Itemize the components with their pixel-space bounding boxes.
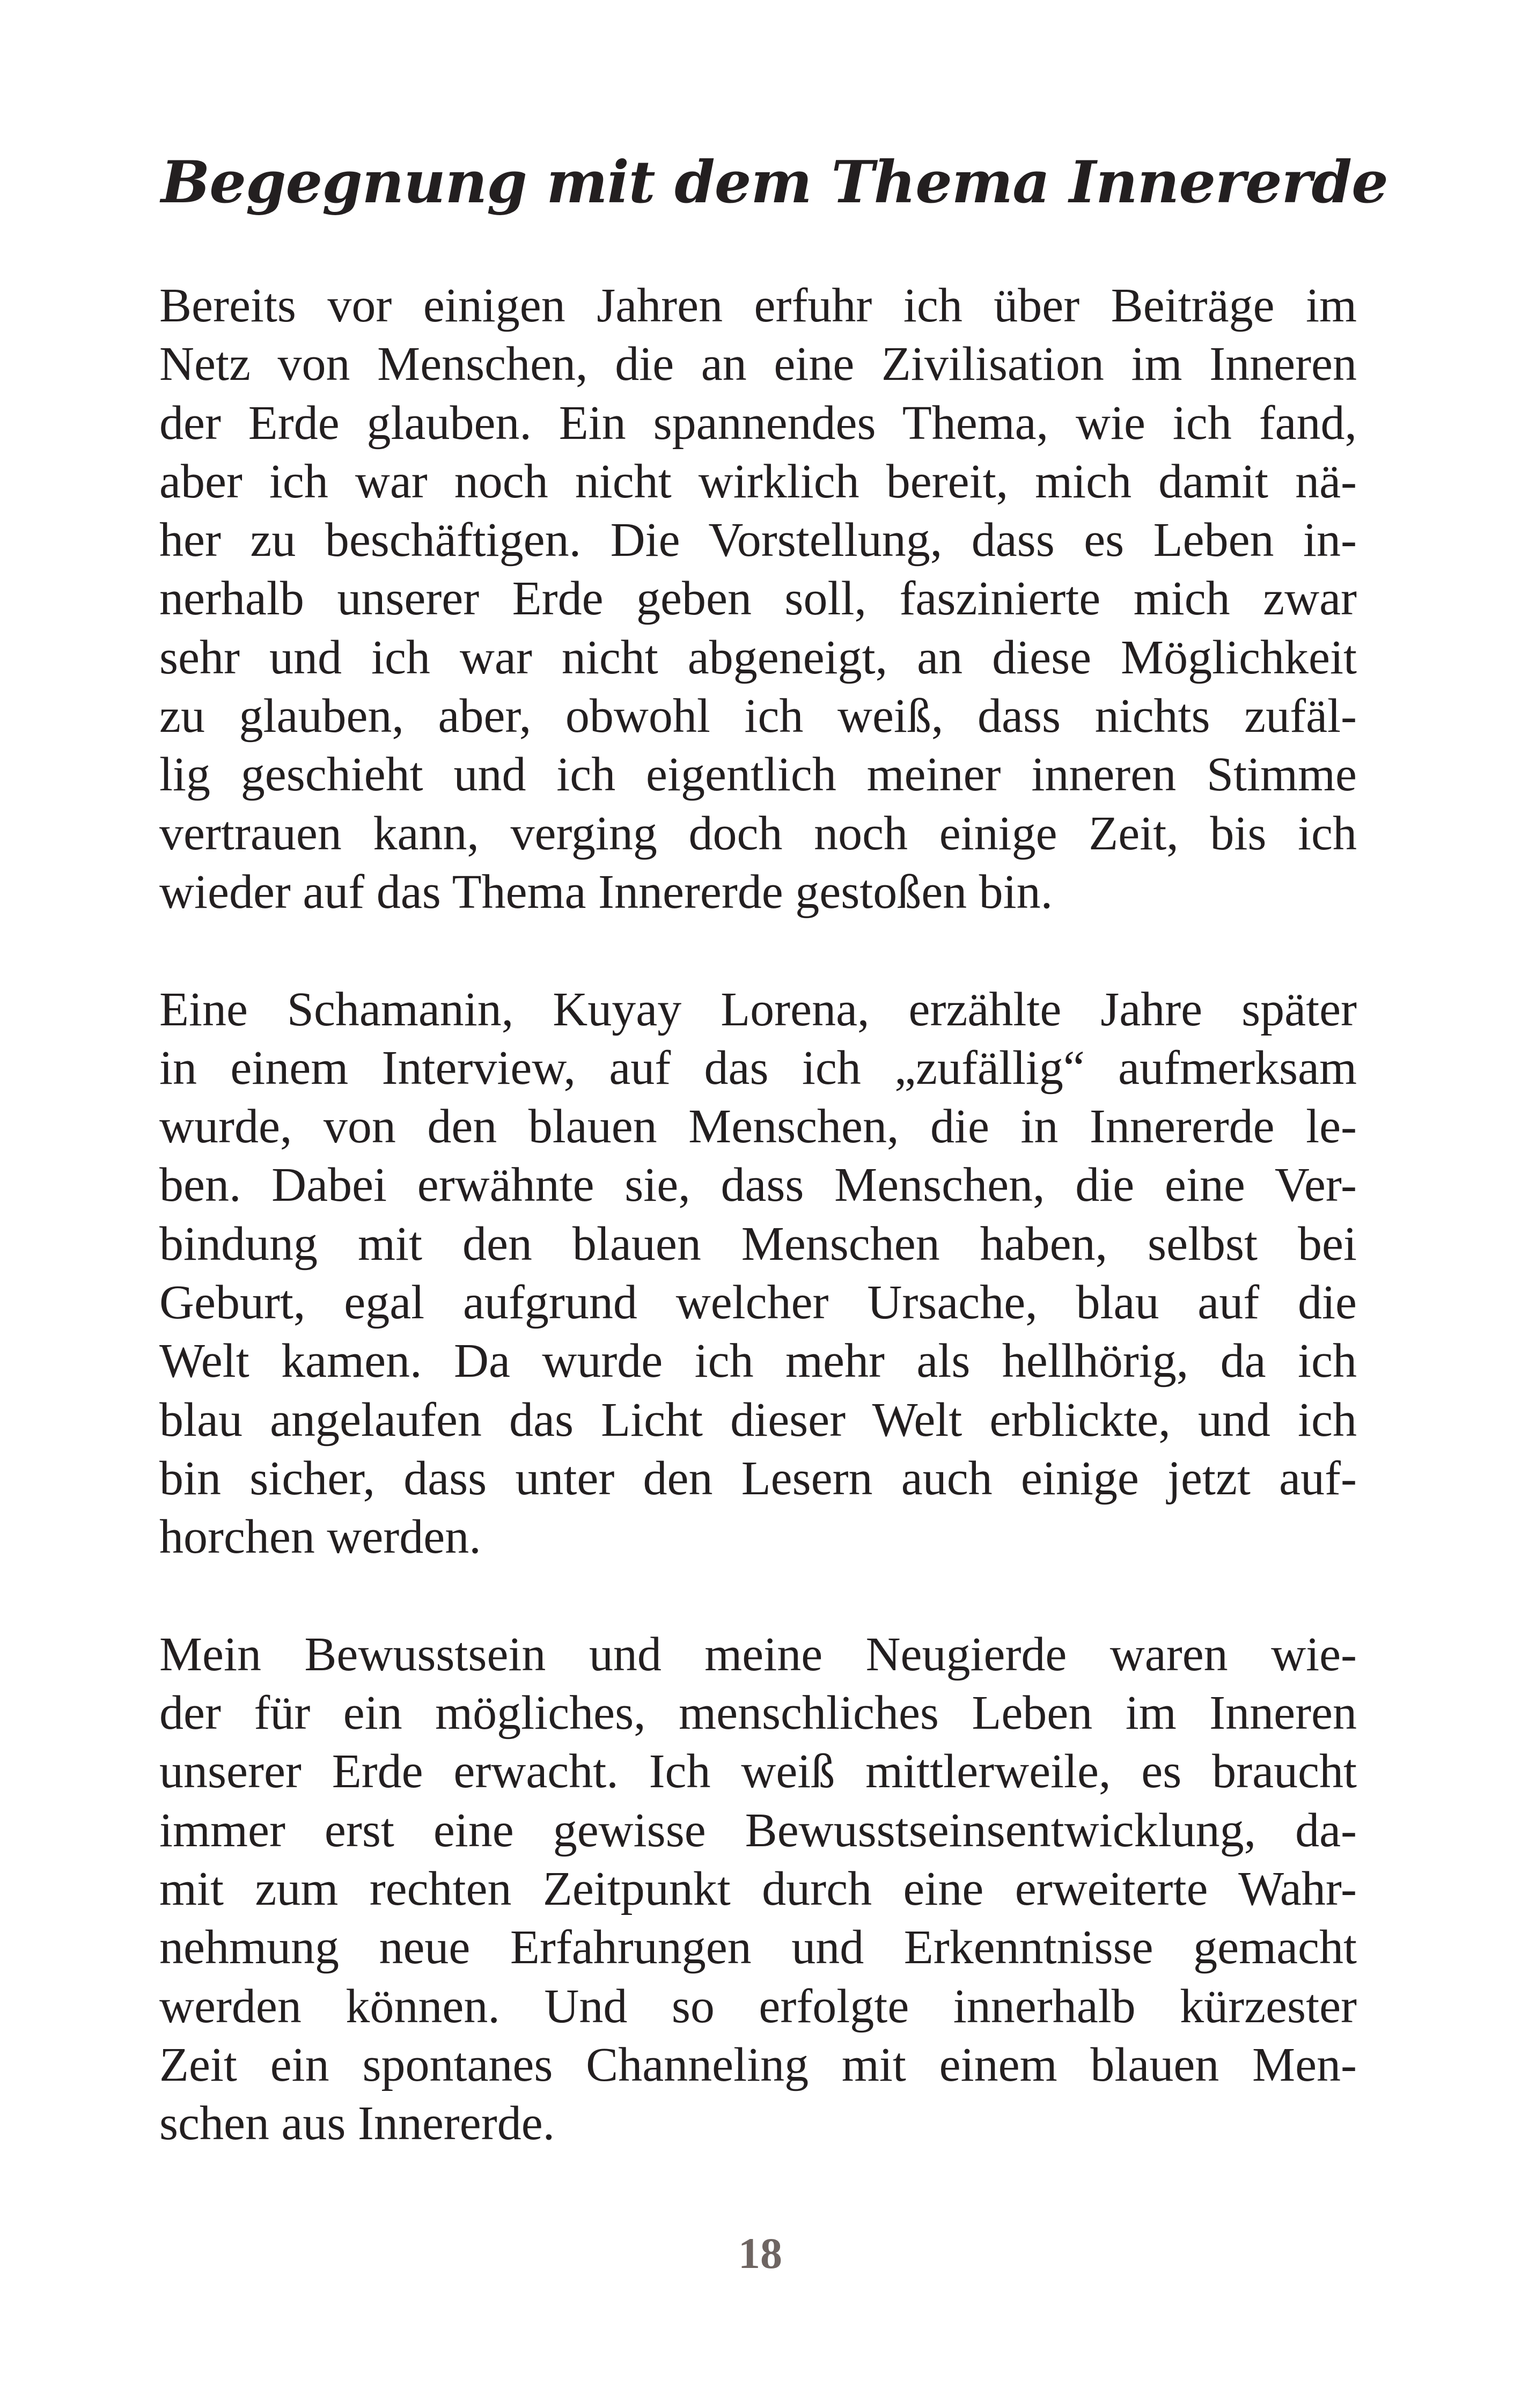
text-line: her zu beschäftigen. Die Vorstellung, dass es Leben in- — [159, 513, 1357, 567]
chapter-title: Begegnung mit dem Thema Innererde — [161, 149, 1388, 216]
text-line: wurde, von den blauen Menschen, die in Innererde le- — [159, 1100, 1357, 1154]
text-line: werden können. Und so erfolgte innerhalb kürzester — [159, 1979, 1357, 2033]
paragraph-spacer — [159, 921, 1357, 980]
text-line: Mein Bewusstsein und meine Neugierde waren wie- — [159, 1627, 1357, 1681]
page-number: 18 — [738, 2229, 782, 2278]
text-line: Zeit ein spontanes Channeling mit einem blauen Men- — [159, 2038, 1357, 2091]
chapter-body — [159, 276, 1357, 2153]
text-line: vertrauen kann, verging doch noch einige Zeit, bis ich — [159, 806, 1357, 860]
text-line: in einem Interview, auf das ich „zufällig“ aufmerksam — [159, 1041, 1357, 1095]
text-line: unserer Erde erwacht. Ich weiß mittlerweile, es braucht — [159, 1745, 1357, 1798]
text-line: bin sicher, dass unter den Lesern auch einige jetzt auf- — [159, 1451, 1357, 1505]
text-line: immer erst eine gewisse Bewusstseinsentwicklung, da- — [159, 1803, 1357, 1857]
text-line: lig geschieht und ich eigentlich meiner inneren Stimme — [159, 748, 1357, 802]
text-line: blau angelaufen das Licht dieser Welt erblickte, und ich — [159, 1393, 1357, 1447]
text-line: nehmung neue Erfahrungen und Erkenntnisse gemacht — [159, 1921, 1357, 1974]
text-line: aber ich war noch nicht wirklich bereit, mich damit nä- — [159, 454, 1357, 508]
text-line: wieder auf das Thema Innererde gestoßen bin. — [159, 865, 1053, 919]
text-line: zu glauben, aber, obwohl ich weiß, dass nichts zufäl- — [159, 689, 1357, 743]
text-line: der für ein mögliches, menschliches Leben im Inneren — [159, 1686, 1357, 1740]
paragraph-2 — [159, 980, 1357, 1567]
text-line: Eine Schamanin, Kuyay Lorena, erzählte Jahre später — [159, 982, 1357, 1036]
text-line: bindung mit den blauen Menschen haben, selbst bei — [159, 1217, 1357, 1271]
text-line: horchen werden. — [159, 1510, 481, 1564]
text-line: schen aus Innererde. — [159, 2097, 555, 2150]
text-line: ben. Dabei erwähnte sie, dass Menschen, die eine Ver- — [159, 1158, 1357, 1212]
text-line: Welt kamen. Da wurde ich mehr als hellhörig, da ich — [159, 1334, 1357, 1388]
text-line: Geburt, egal aufgrund welcher Ursache, blau auf die — [159, 1276, 1357, 1330]
paragraph-3 — [159, 1625, 1357, 2153]
text-line: Netz von Menschen, die an eine Zivilisation im Inneren — [159, 337, 1357, 391]
paragraph-1 — [159, 276, 1357, 921]
text-line: mit zum rechten Zeitpunkt durch eine erweiterte Wahr- — [159, 1862, 1357, 1916]
text-line: Bereits vor einigen Jahren erfuhr ich über Beiträge im — [159, 279, 1357, 332]
text-line: sehr und ich war nicht abgeneigt, an diese Möglichkeit — [159, 630, 1357, 684]
text-line: nerhalb unserer Erde geben soll, faszinierte mich zwar — [159, 572, 1357, 626]
paragraph-spacer — [159, 1567, 1357, 1625]
text-line: der Erde glauben. Ein spannendes Thema, wie ich fand, — [159, 396, 1357, 450]
